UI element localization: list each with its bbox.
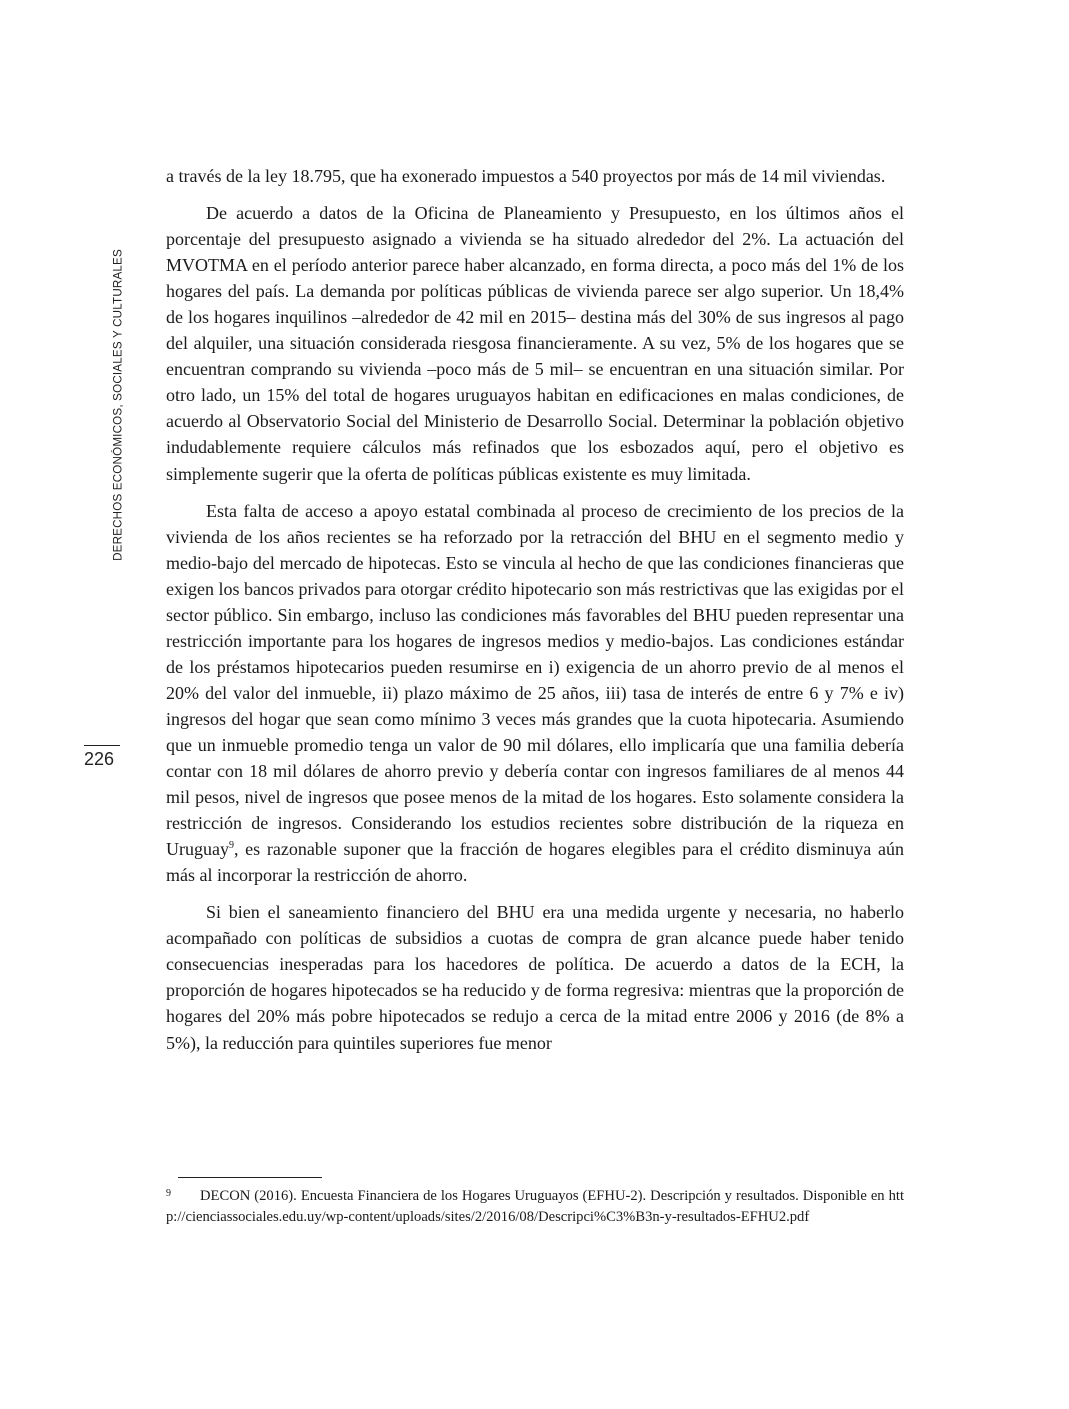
page-number-rule [84, 745, 120, 746]
footnote-mark: 9 [166, 1188, 171, 1199]
paragraph-1: a través de la ley 18.795, que ha exonerado impuestos a 540 proyectos por más de 14 mil viviendas. [166, 166, 886, 186]
paragraph-3-part-1: Esta falta de acceso a apoyo estatal combinada al proceso de crecimiento de los precios de la vivienda de los años recientes se ha reforzado por la retracción del BHU en el segmento medio y medio-bajo del mercado de hipotecas. Esto se vincula al hecho de que las condiciones financieras que exigen los bancos privados para otorgar crédito hipotecario son más restrictivas que las exigidas por el sector público. Sin embargo, incluso las condiciones más favorables del BHU pueden representar una restricción importante para los hogares de ingresos medios y medio-bajos. Las condiciones estándar de los préstamos hipotecarios pueden resumirse en i) exigencia de un ahorro previo de al menos el 20% del valor del inmueble, ii) plazo máximo de 25 años, iii) tasa de interés de entre 6 y 7% e iv) ingresos del hogar que sean como mínimo 3 veces más grandes que la cuota hipotecaria. Asumiendo que un inmueble promedio tenga un valor de 90 mil dólares, ello implicaría que una familia debería contar con 18 mil dólares de ahorro previo y debería contar con ingresos familiares de al menos 44 mil pesos, nivel de ingresos que posee menos de la mitad de los hogares. Esto solamente considera la restricción de ingresos. Considerando los estudios recientes sobre distribución de la riqueza en Uruguay [166, 500, 904, 860]
paragraph-4: Si bien el saneamiento financiero del BHU era una medida urgente y necesaria, no haberlo acompañado con políticas de subsidios a cuotas de compra de gran alcance puede haber tenido consecuencias inesperadas para los hacedores de política. De acuerdo a datos de la ECH, la proporción de hogares hipotecados se ha reducido y de forma regresiva: mientras que la proporción de hogares del 20% más pobre hipotecados se redujo a cerca de la mitad entre 2006 y 2016 (de 8% a 5%), la reducción para quintiles superiores fue menor [166, 902, 904, 1053]
footnote-link[interactable]: http://cienciassociales.edu.uy/wp-content/uploads/sites/2/2016/08/Descripci%C3%B3n-y-resultados-EFHU2.pdf [166, 1188, 904, 1225]
paragraph-2: De acuerdo a datos de la Oficina de Planeamiento y Presupuesto, en los últimos años el porcentaje del presupuesto asignado a vivienda se ha situado alrededor del 2%. La actuación del MVOTMA en el período anterior parece haber alcanzado, en forma directa, a poco más del 1% de los hogares del país. La demanda por políticas públicas de vivienda parece ser algo superior. Un 18,4% de los hogares inquilinos –alrededor de 42 mil en 2015– destina más del 30% de sus ingresos al pago del alquiler, una situación considerada riesgosa financieramente. A su vez, 5% de los hogares que se encuentran comprando su vivienda –poco más de 5 mil– se encuentran en una situación similar. Por otro lado, un 15% del total de hogares uruguayos habitan en edificaciones en malas condiciones, de acuerdo al Observatorio Social del Ministerio de Desarrollo Social. Determinar la población objetivo indudablemente requiere cálculos más refinados que los esbozados aquí, pero el objetivo es simplemente sugerir que la oferta de políticas públicas existente es muy limitada. [166, 203, 904, 484]
footnote [166, 1183, 904, 1228]
paragraph-3 [166, 498, 904, 889]
footnote-reference[interactable]: 9 [228, 840, 234, 852]
paragraph-3-part-2: , es razonable suponer que la fracción de hogares elegibles para el crédito disminuya aún más al incorporar la restricción de ahorro. [166, 839, 904, 886]
page-number: 226 [84, 749, 115, 769]
running-header: DERECHOS ECONÓMICOS, SOCIALES Y CULTURALES [111, 249, 125, 561]
footnote-text: DECON (2016). Encuesta Financiera de los Hogares Uruguayos (EFHU-2). Descripción y resultados. Disponible en [200, 1188, 889, 1204]
footnote-separator [178, 1177, 322, 1178]
body-text [166, 163, 904, 1067]
